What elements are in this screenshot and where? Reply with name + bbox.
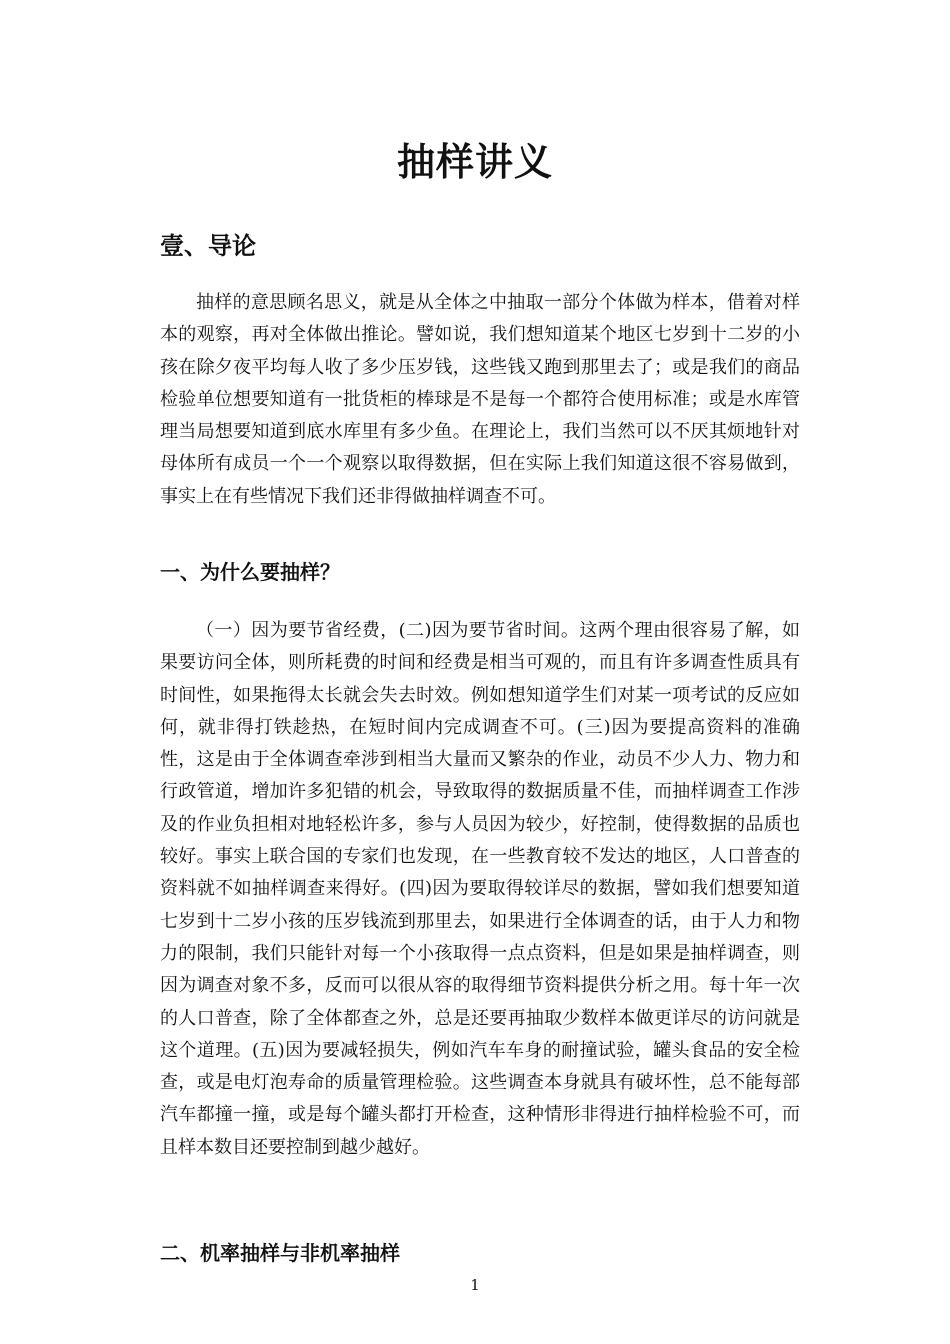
intro-paragraph: 抽样的意思顾名思义，就是从全体之中抽取一部分个体做为样本，借着对样本的观察，再对全体做出推论。譬如说，我们想知道某个地区七岁到十二岁的小孩在除夕夜平均每人收了多少压岁钱，这些钱又跑到那里去了；或是我们的商品检验单位想要知道有一批货柜的棒球是不是每一个都符合使用标准；或是水库管理当局想要知道到底水库里有多少鱼。在理论上，我们当然可以不厌其烦地针对母体所有成员一个一个观察以取得数据，但在实际上我们知道这很不容易做到，事实上在有些情况下我们还非得做抽样调查不可。 — [160, 292, 800, 507]
page-number: 1 — [470, 1276, 480, 1294]
reasons-paragraph: （一）因为要节省经费，(二)因为要节省时间。这两个理由很容易了解，如果要访问全体，则所耗费的时间和经费是相当可观的，而且有许多调查性质具有时间性，如果拖得太长就会失去时效。例如想知道学生们对某一项考试的反应如何，就非得打铁趁热，在短时间内完成调查不可。(三)因为要提高资料的准确性，这是由于全体调查牵涉到相当大量而又繁杂的作业，动员不少人力、物力和行政管道，增加许多犯错的机会，导致取得的数据质量不佳，而抽样调查工作涉及的作业负担相对地轻松许多，参与人员因为较少，好控制，使得数据的品质也较好。事实上联合国的专家们也发现，在一些教育较不发达的地区，人口普查的资料就不如抽样调查来得好。(四)因为要取得较详尽的数据，譬如我们想要知道七岁到十二岁小孩的压岁钱流到那里去，如果进行全体调查的话，由于人力和物力的限制，我们只能针对每一个小孩取得一点点资料，但是如果是抽样调查，则因为调查对象不多，反而可以很从容的取得细节资料提供分析之用。每十年一次的人口普查，除了全体都查之外，总是还要再抽取少数样本做更详尽的访问就是这个道理。(五)因为要减轻损失，例如汽车车身的耐撞试验，罐头食品的安全检查，或是电灯泡寿命的质量管理检验。这些调查本身就具有破坏性，总不能每部汽车都撞一撞，或是每个罐头都打开检查，这种情形非得进行抽样检验不可，而且样本数目还要控制到越少越好。 — [160, 620, 800, 1158]
subheading-why-sample: 一、为什么要抽样？ — [160, 560, 340, 584]
document-title: 抽样讲义 — [396, 140, 553, 184]
subheading-probability-sampling: 二、机率抽样与非机率抽样 — [160, 1241, 400, 1265]
section-heading: 壹、导论 — [160, 232, 256, 260]
